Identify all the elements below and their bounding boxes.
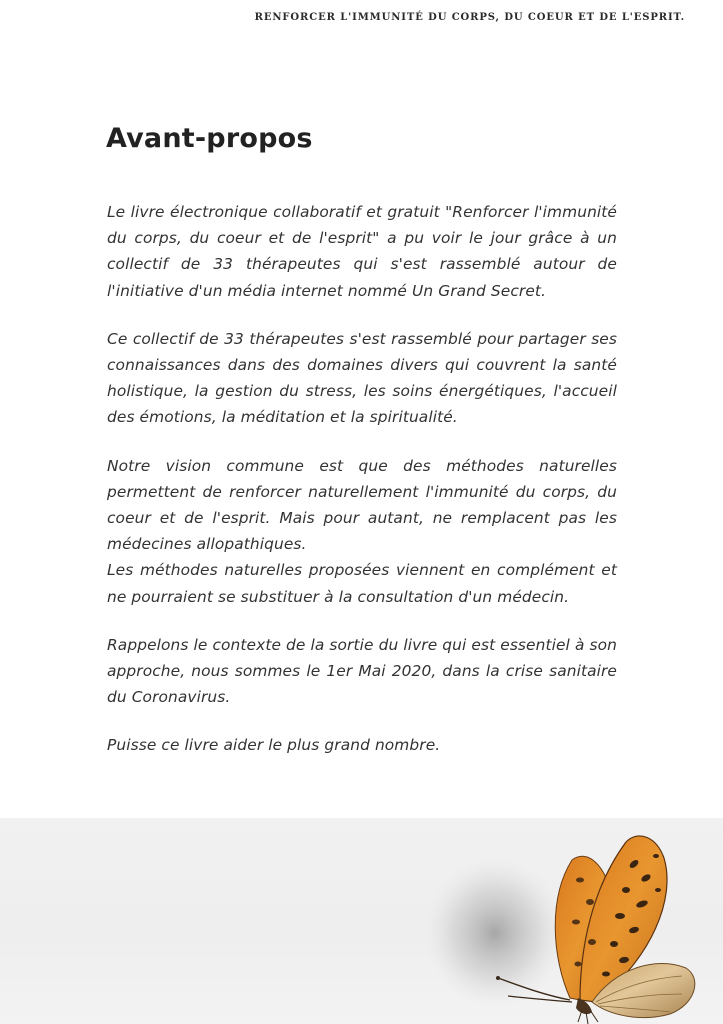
paragraph-line: Rappelons le contexte de la sortie du livre qui est essentiel à son approche, nous sommes le 1er Mai 2020, dans la crise sanitaire du Coronavirus. xyxy=(107,635,617,707)
paragraph-vision xyxy=(107,453,617,610)
paragraph-collective xyxy=(107,326,617,431)
paragraph-line: Notre vision commune est que des méthodes naturelles permettent de renforcer naturellement l'immunité du corps, du coeur et de l'esprit. Mais pour autant, ne remplacent pas les médecines allopathiques. xyxy=(107,456,617,554)
paragraph-closing xyxy=(107,732,617,758)
paragraph-line: Ce collectif de 33 thérapeutes s'est rassemblé pour partager ses connaissances dans des domaines divers qui couvrent la santé holistique, la gestion du stress, les soins énergétiques, l'accueil des émotions, la méditation et la spiritualité. xyxy=(107,329,617,427)
paragraph-context xyxy=(107,632,617,711)
butterfly-icon xyxy=(420,818,723,1024)
body-text xyxy=(107,199,617,759)
paragraph-line: Le livre électronique collaboratif et gratuit "Renforcer l'immunité du corps, du coeur et de l'esprit" a pu voir le jour grâce à un collectif de 33 thérapeutes qui s'est rassemblé autour de l'initiative d'un média internet nommé Un Grand Secret. xyxy=(107,203,617,300)
paragraph-intro xyxy=(107,199,617,304)
paragraph-line: Les méthodes naturelles proposées viennent en complément et ne pourraient se substituer à la consultation d'un médecin. xyxy=(107,561,617,606)
running-header: RENFORCER L'IMMUNITÉ DU CORPS, DU COEUR ET DE L'ESPRIT. xyxy=(254,12,685,23)
page-title: Avant-propos xyxy=(106,123,313,154)
paragraph-line: Puisse ce livre aider le plus grand nombre. xyxy=(107,736,441,755)
